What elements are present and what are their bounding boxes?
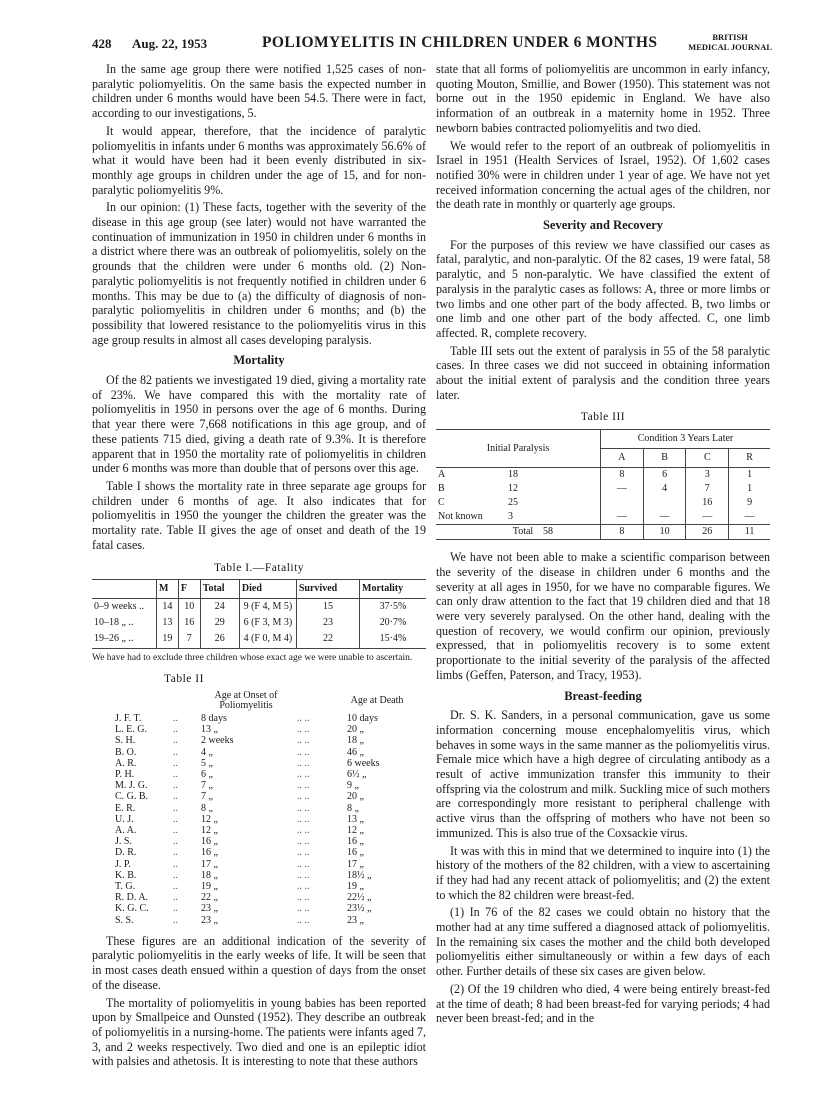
paragraph: We have not been able to make a scientific comparison between the severity of the disease in children under 6 months and the severity at all ages in 1950, for we have no comparable figures. We can only draw attention to the fact that 19 children died and that 18 were very severely paralysed. On the other hand, dealing with the question of recovery, we would confirm our opinion, previously expressed, that in poliomyelitis recovery is to some extent proportionate to the initial severity of the paralysis of the affected limbs (Geffen, Paterson, and Tracy, 1953). — [436, 550, 770, 682]
page-header — [92, 34, 772, 56]
table-header: Total — [200, 580, 239, 599]
table-header: Age at Death — [350, 694, 404, 706]
table-row: B 12 — 4 7 1 — [436, 482, 770, 496]
paragraph: The mortality of poliomyelitis in young babies has been reported upon by Smallpeice and Ounsted (1952). They describe an outbreak of poliomyelitis in a nursing-home. The patients were infants aged 7, 3, and 2 weeks respectively. Two died and one is an epileptic idiot with palsies and athetosis. It is interesting to note that these authors — [92, 995, 426, 1069]
table1-fatality — [92, 579, 426, 649]
left-column — [92, 62, 426, 1072]
paragraph: It was with this in mind that we determined to inquire into (1) the history of the mothers of the 82 children, with a view to ascertaining if they had had any recent attack of poliomyelitis; and (2) the extent to which the 82 children were breast-fed. — [436, 843, 770, 902]
table-row: M. J. G. .. 7 „ .. .. 9 „ — [115, 780, 359, 792]
table2-onset-death — [112, 691, 410, 926]
right-column — [436, 62, 770, 1029]
paragraph: We would refer to the report of an outbreak of poliomyelitis in Israel in 1951 (Health Services of Israel, 1952). Of 1,602 cases notified 30% were in children under 1 year of age. We have not yet received information concerning the actual ages of the children, nor the death rate in monthly or quarterly age groups. — [436, 138, 770, 212]
table-row: J. S. .. 16 „ .. .. 16 „ — [115, 836, 364, 848]
table-header: M — [157, 580, 179, 599]
table-row: T. G. .. 19 „ .. .. 19 „ — [115, 880, 364, 892]
page-number: 428 — [92, 36, 112, 51]
table-row: Not known 3 — — — — — [436, 510, 770, 525]
table-row: P. H. .. 6 „ .. .. 6½ „ — [115, 768, 367, 780]
table-row: D. R. .. 16 „ .. .. 16 „ — [115, 847, 364, 859]
table1-footnote: We have had to exclude three children whose exact age we were unable to ascertain. — [92, 653, 413, 664]
table-header — [92, 580, 157, 599]
paragraph: Dr. S. K. Sanders, in a personal communication, gave us some information concerning mouse encephalomyelitis virus, which behaves in some ways in the same manner as the poliomyelitis virus. Female mice which have a high degree of circulating antibody as a result of active immunization transfer this immunity to their offspring via the colostrum and milk. Suckling mice of such mothers are correspondingly more resistant to peripheral challenge with active virus than the offspring of mothers who have not been so immunized. This is also true of the Coxsackie virus. — [436, 708, 770, 840]
running-title: POLIOMYELITIS IN CHILDREN UNDER 6 MONTHS — [262, 34, 658, 51]
table-row: E. R. .. 8 „ .. .. 8 „ — [115, 802, 359, 814]
table-header: Condition 3 Years Later — [601, 430, 771, 449]
table-row: 10–18 „ .. 13 16 29 6 (F 3, M 3) 23 20·7% — [92, 615, 426, 631]
table2-caption: Table II — [164, 673, 204, 686]
section-heading-severity: Severity and Recovery — [542, 218, 664, 233]
table-header: Age at Onset of Poliomyelitis — [214, 689, 278, 711]
paragraph: Table I shows the mortality rate in three separate age groups for children under 6 months of age. It also indicates that for poliomyelitis in 1950 the younger the children the greater was the mortality rate. Table II gives the age of onset and death of the 19 fatal cases. — [92, 478, 426, 552]
table-row: C 25 16 9 — [436, 496, 770, 510]
table-row: L. E. G. .. 13 „ .. .. 20 „ — [115, 724, 364, 736]
table-header: Mortality — [360, 580, 426, 599]
paragraph: In the same age group there were notified 1,525 cases of non-paralytic poliomyelitis. On the same basis the expected number in children under 6 months would have been 54.5. There were in fact, according to our investigations, 5. — [92, 62, 426, 121]
table-header: Survived — [296, 580, 359, 599]
table-row: J. F. T. .. 8 days .. .. 10 days — [115, 712, 378, 724]
table-row: B. O. .. 4 „ .. .. 46 „ — [115, 746, 364, 758]
paragraph: state that all forms of poliomyelitis are uncommon in early infancy, quoting Mouton, Smillie, and Bower (1950). This statement was not borne out in the 1950 epidemic in England. We have also information of an outbreak in a maternity home in 1952. Three newborn babies contracted poliomyelitis and two died. — [436, 62, 770, 135]
table-row: A 18 8 6 3 1 — [436, 468, 770, 483]
table-row: 19–26 „ .. 19 7 26 4 (F 0, M 4) 22 15·4% — [92, 631, 426, 649]
paragraph: Table III sets out the extent of paralysis in 55 of the 58 paralytic cases. In three cases we did not succeed in obtaining information about the initial extent of paralysis and the condition three years later. — [436, 343, 770, 402]
table3-paralysis: Initial Paralysis Condition 3 Years Later A B C R A 18 8 6 3 1 B 12 — 4 7 1 C 25 16 9 Not known 3 — — — — Total 58 8 10 26 11 — [436, 429, 770, 540]
paragraph: (1) In 76 of the 82 cases we could obtain no history that the mother had at any time suffered a diagnosed attack of poliomyelitis. In the remaining six cases the mother and the child both developed poliomyelitis either simultaneously or within a few days of each other. Further details of these six cases are given below. — [436, 905, 770, 979]
table3-caption: Table III — [580, 411, 626, 424]
table1-caption: Table I.—Fatality — [213, 561, 305, 574]
table-row: C. G. B. .. 7 „ .. .. 20 „ — [115, 791, 364, 803]
paragraph: (2) Of the 19 children who died, 4 were being entirely breast-fed at the time of death; 8 had been breast-fed for varying periods; 4 had never been breast-fed; and in the — [436, 981, 770, 1026]
paragraph: In our opinion: (1) These facts, together with the severity of the disease in this age group (see later) would not have warranted the continuation of immunization in 1950 in children under 6 months in a district where there was an outbreak of poliomyelitis, solely on the grounds that the children were under 6 months old. (2) Non-paralytic poliomyelitis is not frequently notified in children under 6 months. This may be due to (a) the difficulty of diagnosis of non-paralytic poliomyelitis in children under 6 months; and (b) the possibility that lowered resistance to the poliomyelitis virus in this age group results in almost all cases developing paralysis. — [92, 200, 426, 347]
section-heading-breast-feeding: Breast-feeding — [564, 688, 642, 703]
journal-name: BRITISH MEDICAL JOURNAL — [688, 32, 772, 52]
table-row: S. H. .. 2 weeks .. .. 18 „ — [115, 735, 364, 747]
table-row: K. G. C. .. 23 „ .. .. 23½ „ — [115, 903, 372, 915]
table-header: F — [178, 580, 200, 599]
paragraph: For the purposes of this review we have classified our cases as fatal, paralytic, and non-paralytic. Of the 82 cases, 19 were fatal, 58 paralytic, and 5 non-paralytic. We have classified the extent of paralysis in the paralytic cases as follows: A, three or more limbs or two limbs and one other part of the body affected. B, two limbs or one limb and one other part of the body affected. C, one limb affected. R, complete recovery. — [436, 237, 770, 340]
table-row: A. A. .. 12 „ .. .. 12 „ — [115, 824, 364, 836]
table-row: J. P. .. 17 „ .. .. 17 „ — [115, 858, 364, 870]
paragraph: Of the 82 patients we investigated 19 died, giving a mortality rate of 23%. We have compared this with the mortality rate of poliomyelitis in 1950 in persons over the age of 6 months. During that year there were 7,668 notifications in this age group, and of these patients 715 died, giving a death rate of 9.3%. It is therefore apparent that in 1950 the mortality rate of poliomyelitis in children under 6 months was more than double that of persons over this age. — [92, 373, 426, 476]
table-row: A. R. .. 5 „ .. .. 6 weeks — [115, 757, 380, 769]
issue-date: Aug. 22, 1953 — [132, 36, 208, 51]
table-header: Initial Paralysis — [436, 430, 601, 468]
table-row: 0–9 weeks .. 14 10 24 9 (F 4, M 5) 15 37·5% — [92, 599, 426, 616]
paragraph: These figures are an additional indication of the severity of paralytic poliomyelitis in the early weeks of life. It will be seen that in most cases death ensued within a question of days from the onset of the disease. — [92, 933, 426, 992]
paragraph: It would appear, therefore, that the incidence of paralytic poliomyelitis in infants under 6 months was approximately 56.6% of what it would have been had it been evenly distributed in six-monthly age groups in children under the age of 15, and for non-paralytic poliomyelitis 9%. — [92, 123, 426, 197]
section-heading-mortality: Mortality — [233, 353, 285, 368]
table-row: R. D. A. .. 22 „ .. .. 22½ „ — [115, 892, 372, 904]
table-header: Died — [239, 580, 296, 599]
table-row: K. B. .. 18 „ .. .. 18½ „ — [115, 869, 372, 881]
table-row: U. J. .. 12 „ .. .. 13 „ — [115, 813, 364, 825]
table-row: S. S. .. 23 „ .. .. 23 „ — [115, 914, 364, 926]
table-total-row: Total 58 8 10 26 11 — [436, 525, 770, 540]
